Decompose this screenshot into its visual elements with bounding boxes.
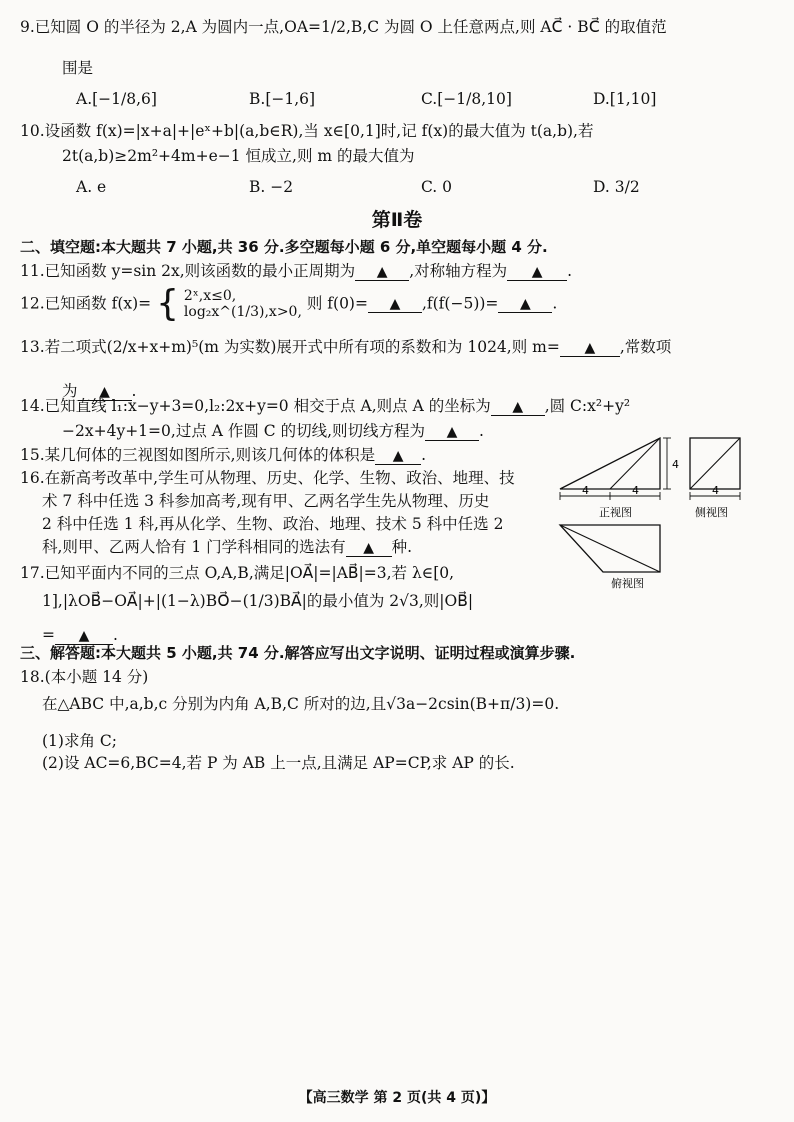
q10-line2: 2t(a,b)≥2m²+4m+e−1 恒成立,则 m 的最大值为 (62, 147, 415, 165)
blank-mark: ▲ (389, 295, 401, 312)
q16-answer-blank (346, 539, 392, 557)
q9-option-b: B.[−1,6] (249, 90, 316, 108)
blank-mark: ▲ (78, 628, 90, 644)
q14-text-a: 14.已知直线 l₁:x−y+3=0,l₂:2x+y=0 相交于点 A,则点 A 的坐标为 (20, 397, 491, 415)
q18-stem: 在△ABC 中,a,b,c 分别为内角 A,B,C 所对的边,且√3a−2csin(B+π/3)=0. (42, 695, 560, 713)
q16-text-b: 种. (391, 538, 413, 556)
q16-line2: 术 7 科中任选 3 科参加高考,现有甲、乙两名学生先从物理、历史 (42, 492, 490, 510)
q11-answer-blank-1 (355, 263, 409, 281)
q16-text-a: 科,则甲、乙两人恰有 1 门学科相同的选法有 (42, 538, 346, 556)
q13-text-b: ,常数项 (619, 338, 672, 356)
q9-option-c: C.[−1/8,10] (421, 90, 512, 108)
q15-text-a: 15.某几何体的三视图如图所示,则该几何体的体积是 (20, 446, 376, 464)
q16-line3: 2 科中任选 1 科,再从化学、生物、政治、地理、技术 5 科中任选 2 (42, 515, 504, 533)
q9-line1: 9.已知圆 O 的半径为 2,A 为圆内一点,OA=1/2,B,C 为圆 O 上任意两点,则 AC⃗ · BC⃗ 的取值范 (20, 18, 667, 36)
q12-text-a: 12.已知函数 f(x)= (20, 294, 152, 313)
q18-part1: (1)求角 C; (42, 732, 117, 750)
blank-mark: ▲ (392, 448, 404, 464)
side-width-label: 4 (712, 484, 719, 497)
q14-answer-blank-2 (425, 423, 479, 441)
q13-answer-blank-1 (560, 339, 620, 357)
q10-option-b: B. −2 (249, 178, 294, 196)
blank-mark: ▲ (99, 384, 110, 400)
q11-text-a: 11.已知函数 y=sin 2x,则该函数的最小正周期为 (20, 262, 356, 280)
blank-mark: ▲ (584, 340, 596, 356)
q17-line2: 1],|λOB⃗−OA⃗|+|(1−λ)BO⃗−(1/3)BA⃗|的最小值为 2√3,则|OB⃗| (42, 592, 474, 610)
blank-mark: ▲ (512, 399, 524, 415)
q11-text-b: ,对称轴方程为 (409, 262, 508, 280)
q14-line2 (62, 420, 484, 443)
q12-answer-blank-1 (368, 295, 422, 313)
q12-text-d: . (552, 294, 558, 313)
q16-line4 (42, 536, 412, 559)
front-height-label: 4 (672, 458, 679, 471)
front-view-inner-line (610, 438, 660, 489)
side-view-diagonal (690, 438, 740, 489)
front-view (560, 438, 679, 519)
q11-text-c: . (567, 262, 573, 280)
section-title: 第Ⅱ卷 (371, 209, 423, 231)
q17-text-b: . (113, 626, 118, 644)
q18-part2: (2)设 AC=6,BC=4,若 P 为 AB 上一点,且满足 AP=CP,求 AP 的长. (42, 754, 515, 772)
q12-case-2: log₂x^(1/3),x>0, (183, 304, 302, 320)
q13-text-a: 13.若二项式(2/x+x+m)⁵(m 为实数)展开式中所有项的系数和为 1024,则 m= (20, 338, 560, 356)
part2-header: 二、填空题:本大题共 7 小题,共 36 分.多空题每小题 6 分,单空题每小题 4 分. (20, 238, 548, 256)
blank-mark: ▲ (363, 540, 375, 556)
q12-piecewise (184, 288, 302, 320)
q9-option-a: A.[−1/8,6] (76, 90, 157, 108)
side-view-label: 侧视图 (695, 506, 728, 519)
q13-text-c: 为 (62, 382, 78, 400)
page-footer: 【高三数学 第 2 页(共 4 页)】 (298, 1090, 496, 1106)
q12-text-c: ,f(f(−5))= (421, 294, 499, 313)
top-view-diagonal (560, 525, 660, 572)
blank-mark: ▲ (520, 295, 531, 312)
q16-line1: 16.在新高考改革中,学生可从物理、历史、化学、生物、政治、地理、技 (20, 469, 515, 487)
q17-line1: 17.已知平面内不同的三点 O,A,B,满足|OA⃗|=|AB⃗|=3,若 λ∈[0, (20, 564, 455, 582)
three-view-diagram (555, 430, 780, 590)
q13-text-d: . (131, 382, 137, 400)
q14-text-b: ,圆 C:x²+y² (544, 397, 631, 415)
q18-title: 18.(本小题 14 分) (20, 668, 149, 686)
q15 (20, 444, 426, 467)
q15-text-b: . (421, 446, 427, 464)
q12-brace: { (156, 283, 179, 324)
blank-mark: ▲ (376, 264, 388, 280)
q14-line1 (20, 395, 630, 418)
front-view-label: 正视图 (599, 506, 632, 519)
blank-mark: ▲ (531, 264, 543, 280)
q13-line1 (20, 336, 671, 359)
q10-option-a: A. e (76, 178, 107, 196)
part3-header: 三、解答题:本大题共 5 小题,共 74 分.解答应写出文字说明、证明过程或演算步骤. (20, 644, 576, 662)
side-view (690, 438, 740, 519)
q14-answer-blank-1 (491, 398, 545, 416)
front-width-right-label: 4 (632, 484, 639, 497)
q14-text-c: −2x+4y+1=0,过点 A 作圆 C 的切线,则切线方程为 (62, 422, 426, 440)
q11 (20, 260, 572, 283)
blank-mark: ▲ (446, 424, 458, 440)
q12-answer-blank-2 (498, 295, 552, 313)
front-view-triangle (560, 438, 660, 489)
q9-line2: 围是 (62, 59, 94, 77)
top-view-label: 俯视图 (611, 577, 644, 590)
q14-text-d: . (479, 422, 484, 440)
q10-option-c: C. 0 (421, 178, 453, 196)
q9-option-d: D.[1,10] (593, 90, 657, 108)
front-width-left-label: 4 (582, 484, 589, 497)
q11-answer-blank-2 (507, 263, 567, 281)
top-view (560, 525, 660, 590)
q12-case-1: 2ˣ,x≤0, (183, 287, 237, 304)
q12-text-b: 则 f(0)= (306, 294, 368, 313)
q12 (20, 283, 558, 324)
q17-text-a: = (42, 626, 55, 644)
q10-option-d: D. 3/2 (593, 178, 640, 196)
q10-line1: 10.设函数 f(x)=|x+a|+|eˣ+b|(a,b∈R),当 x∈[0,1]时,记 f(x)的最大值为 t(a,b),若 (20, 122, 594, 140)
q15-answer-blank (375, 447, 421, 465)
